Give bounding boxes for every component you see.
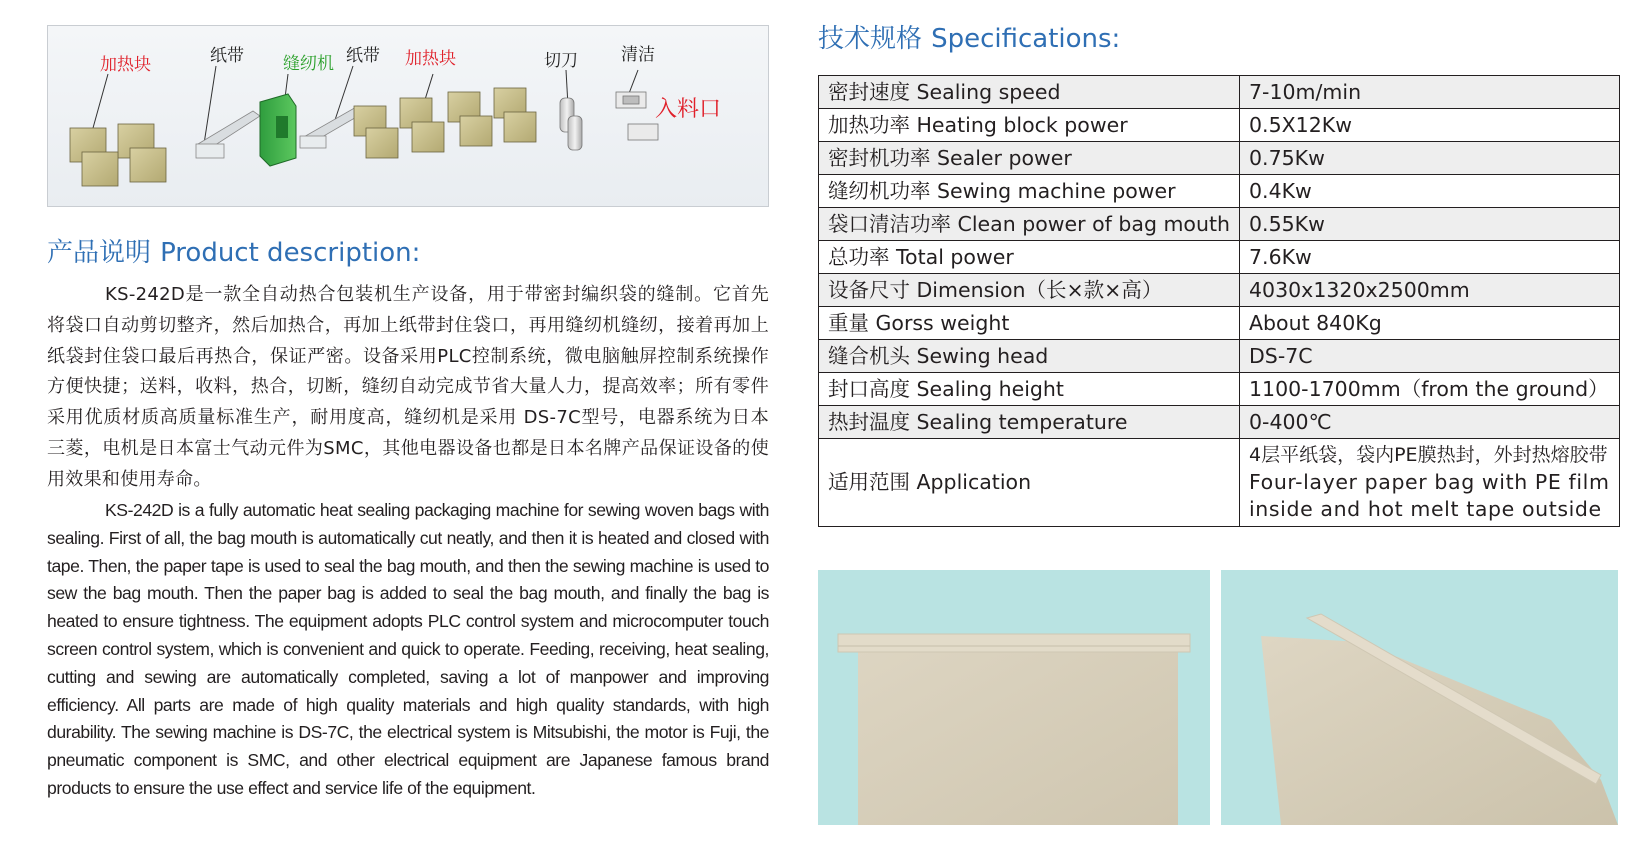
spec-value: About 840Kg <box>1240 307 1620 340</box>
label-heating-block-left: 加热块 <box>100 55 151 75</box>
spec-label: 总功率 Total power <box>819 241 1240 274</box>
table-row <box>819 340 1620 373</box>
spec-label: 适用范围 Application <box>819 439 1240 527</box>
spec-value: 7-10m/min <box>1240 76 1620 109</box>
spec-value: 0.55Kw <box>1240 208 1620 241</box>
specifications-table <box>818 75 1620 527</box>
description-text-en: KS-242D is a fully automatic heat sealing packaging machine for sewing woven bags with sealing. First of all, the bag mouth is automatically cut neatly, and then it is heated and closed with tape. Then, the paper tape is used to seal the bag mouth, and then the sewing machine is used to sew the bag mouth. Then the paper bag is added to seal the bag mouth, and finally the bag is heated to ensure tightness. The equipment adopts PLC control system and microcomputer touch screen control system, which is convenient and quick to operate. Feeding, receiving, heat sealing, cutting and sewing are automatically completed, saving a lot of manpower and improving efficiency. All parts are made of high quality materials and high quality standards, with high durability. The sewing machine is DS-7C, the electrical system is Mitsubishi, the motor is Fuji, the pneumatic component is SMC, and other electrical equipment are Japanese famous brand products to ensure the use effect and service life of the equipment. <box>47 500 769 798</box>
label-sewing-machine: 缝纫机 <box>283 54 334 74</box>
product-description-heading <box>47 240 420 266</box>
label-inlet: 入料口 <box>655 97 722 122</box>
spec-value: 1100-1700mm（from the ground） <box>1240 373 1620 406</box>
spec-value: DS-7C <box>1240 340 1620 373</box>
description-paragraph-en <box>47 497 769 803</box>
spec-label: 热封温度 Sealing temperature <box>819 406 1240 439</box>
process-diagram <box>47 25 769 207</box>
spec-label: 封口高度 Sealing height <box>819 373 1240 406</box>
spec-label: 设备尺寸 Dimension（长×款×高） <box>819 274 1240 307</box>
table-row <box>819 142 1620 175</box>
table-row <box>819 406 1620 439</box>
heading-cn: 技术规格 <box>818 24 923 54</box>
heading-cn: 产品说明 <box>47 238 152 268</box>
paper-bag-photo-angle <box>1221 570 1618 825</box>
label-cutter: 切刀 <box>544 51 578 71</box>
spec-value: 0.5X12Kw <box>1240 109 1620 142</box>
application-line-en-2: inside and hot melt tape outside <box>1249 497 1602 521</box>
description-paragraph-cn <box>47 280 769 496</box>
cleaning-unit <box>616 92 658 140</box>
heating-blocks-left <box>70 124 166 186</box>
specifications-heading <box>818 26 1120 52</box>
application-line-en-1: Four-layer paper bag with PE film <box>1249 470 1610 494</box>
label-paper-tape-left: 纸带 <box>210 46 244 66</box>
spec-label: 缝合机头 Sewing head <box>819 340 1240 373</box>
spec-value: 7.6Kw <box>1240 241 1620 274</box>
heading-en: Specifications: <box>931 24 1121 54</box>
application-line-cn: 4层平纸袋，袋内PE膜热封，外封热熔胶带 <box>1249 444 1608 466</box>
spec-label: 缝纫机功率 Sewing machine power <box>819 175 1240 208</box>
label-paper-tape-right: 纸带 <box>346 46 380 66</box>
spec-label: 重量 Gorss weight <box>819 307 1240 340</box>
table-row-application <box>819 439 1620 527</box>
paper-bag-photo-front <box>818 570 1210 825</box>
table-row <box>819 373 1620 406</box>
table-row <box>819 274 1620 307</box>
spec-label: 袋口清洁功率 Clean power of bag mouth <box>819 208 1240 241</box>
description-text-cn: KS-242D是一款全自动热合包装机生产设备，用于带密封编织袋的缝制。它首先将袋口自动剪切整齐，然后加热合，再加上纸带封住袋口，再用缝纫机缝纫，接着再加上纸袋封住袋口最后再热合，保证严密。设备采用PLC控制系统，微电脑触屏控制系统操作方便快捷；送料，收料，热合，切断，缝纫自动完成节省大量人力，提高效率；所有零件采用优质材质高质量标准生产，耐用度高，缝纫机是采用 DS-7C型号，电器系统为日本三菱，电机是日本富士气动元件为SMC，其他电器设备也都是日本名牌产品保证设备的使用效果和使用寿命。 <box>47 284 769 490</box>
spec-value: 0.75Kw <box>1240 142 1620 175</box>
spec-value: 0.4Kw <box>1240 175 1620 208</box>
spec-label: 密封机功率 Sealer power <box>819 142 1240 175</box>
table-row <box>819 109 1620 142</box>
heading-en: Product description: <box>160 238 421 268</box>
table-row <box>819 241 1620 274</box>
label-cleaning: 清洁 <box>621 45 655 65</box>
table-row <box>819 208 1620 241</box>
spec-value: 0-400℃ <box>1240 406 1620 439</box>
spec-value-application <box>1240 439 1620 527</box>
heating-blocks-right <box>354 88 536 158</box>
table-row <box>819 76 1620 109</box>
sewing-machine <box>260 94 296 166</box>
spec-label: 密封速度 Sealing speed <box>819 76 1240 109</box>
label-heating-block-right: 加热块 <box>405 49 456 69</box>
cutter <box>560 98 582 150</box>
table-row <box>819 175 1620 208</box>
spec-label: 加热功率 Heating block power <box>819 109 1240 142</box>
spec-value: 4030x1320x2500mm <box>1240 274 1620 307</box>
table-row <box>819 307 1620 340</box>
